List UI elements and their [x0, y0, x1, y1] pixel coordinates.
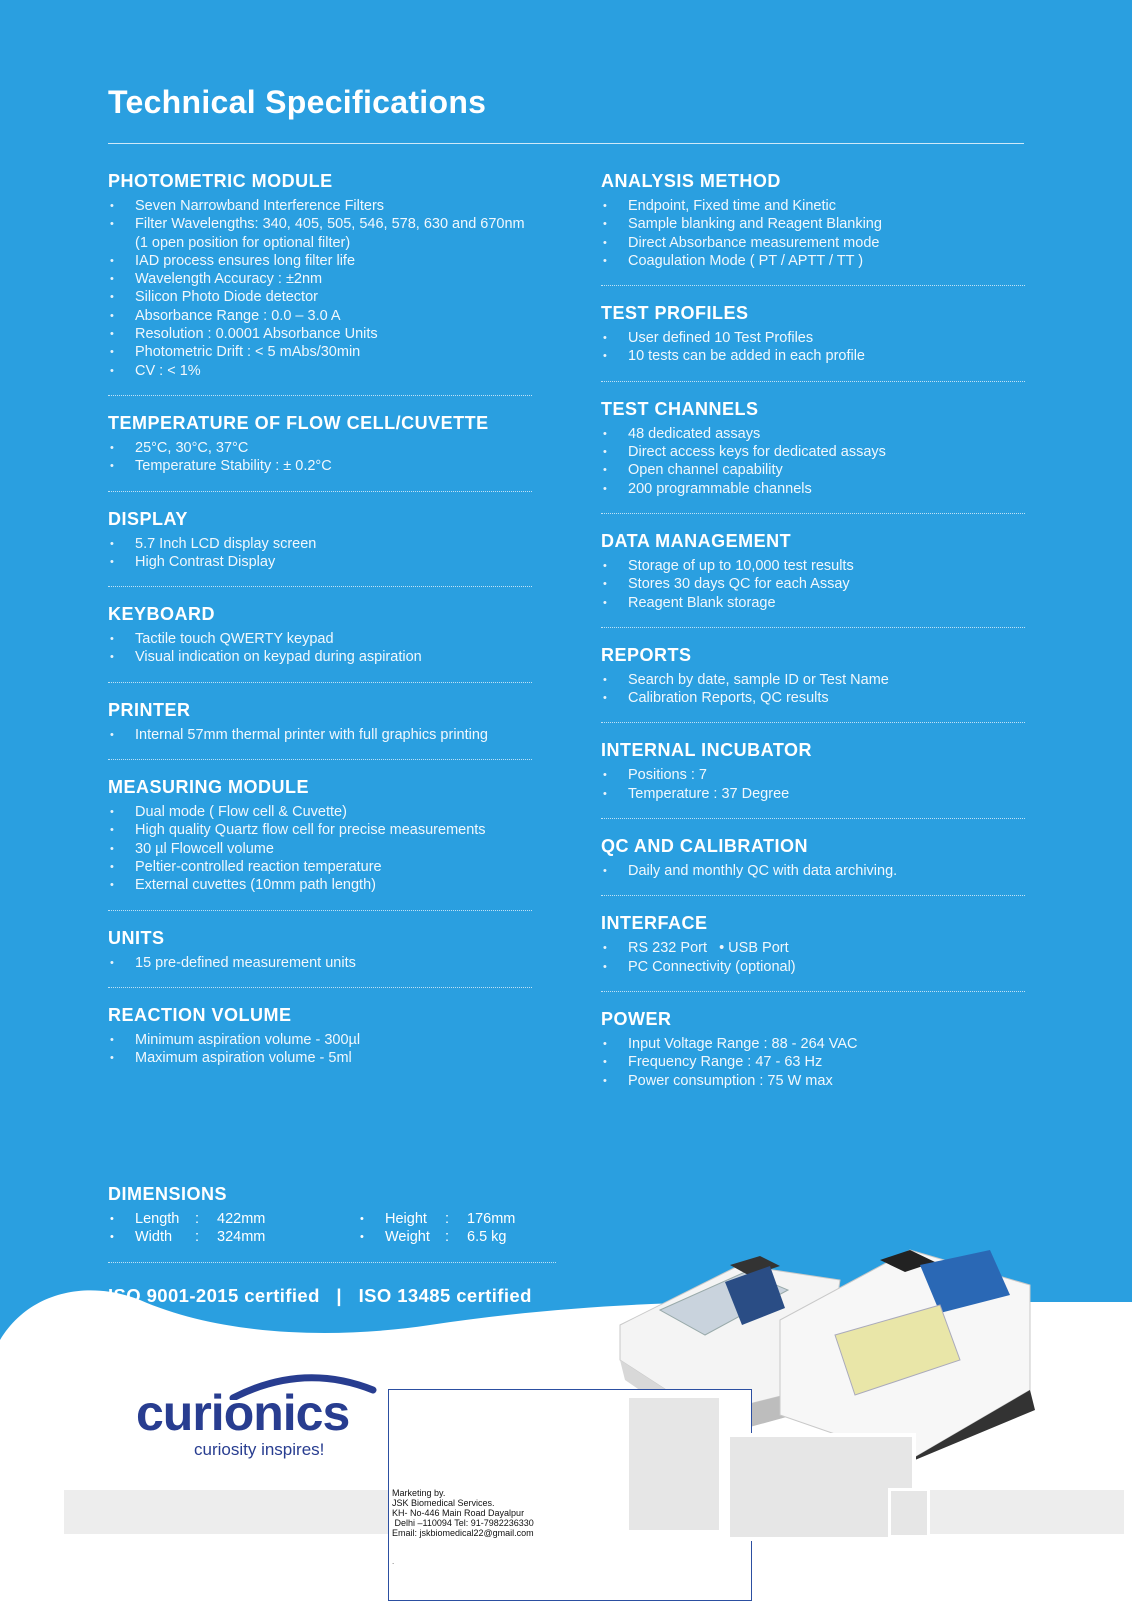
spec-item: • Endpoint, Fixed time and Kinetic — [601, 197, 1027, 215]
spec-item: • Stores 30 days QC for each Assay — [601, 575, 1027, 593]
spec-list — [108, 197, 534, 380]
spec-list — [108, 954, 534, 972]
spec-item: • 48 dedicated assays — [601, 425, 1027, 443]
dimensions-heading: DIMENSIONS — [108, 1184, 228, 1204]
spec-item: • Calibration Reports, QC results — [601, 689, 1027, 707]
section-divider — [108, 395, 532, 396]
spec-section-printer — [108, 699, 534, 744]
dimension-width: • Width : 324mm — [108, 1228, 358, 1246]
section-heading: REACTION VOLUME — [108, 1004, 292, 1025]
spec-section-test-channels — [601, 398, 1027, 498]
section-heading: MEASURING MODULE — [108, 777, 309, 798]
spec-list — [601, 425, 1027, 498]
section-divider — [601, 285, 1025, 286]
spec-item: • Tactile touch QWERTY keypad — [108, 630, 534, 648]
spec-item: • Peltier-controlled reaction temperature — [108, 858, 534, 876]
section-heading: POWER — [601, 1008, 672, 1029]
spec-section-temperature-of-flow-cell-cuvette — [108, 412, 534, 476]
spec-item: • Open channel capability — [601, 461, 1027, 479]
spec-item: • IAD process ensures long filter life — [108, 252, 534, 270]
spec-item: • PC Connectivity (optional) — [601, 958, 1027, 976]
section-divider — [601, 627, 1025, 628]
dimension-height: • Height : 176mm — [358, 1210, 558, 1228]
spec-section-analysis-method — [601, 170, 1027, 270]
dimension-length: • Length : 422mm — [108, 1210, 358, 1228]
spec-item: • Coagulation Mode ( PT / APTT / TT ) — [601, 252, 1027, 270]
curionics-logo — [136, 1385, 350, 1460]
spec-item: • Sample blanking and Reagent Blanking — [601, 215, 1027, 233]
section-divider — [108, 491, 532, 492]
spec-item: • Direct Absorbance measurement mode — [601, 234, 1027, 252]
dimensions-section — [108, 1183, 558, 1247]
spec-item: • Internal 57mm thermal printer with full graphics printing — [108, 726, 534, 744]
spec-item: • Visual indication on keypad during aspiration — [108, 648, 534, 666]
spec-section-keyboard — [108, 603, 534, 667]
left-spec-column — [108, 170, 534, 1067]
spec-item: • Temperature Stability : ± 0.2°C — [108, 457, 534, 475]
spec-item: • Input Voltage Range : 88 - 264 VAC — [601, 1035, 1027, 1053]
spec-item: • Storage of up to 10,000 test results — [601, 557, 1027, 575]
spec-section-reports — [601, 644, 1027, 708]
spec-item: • High quality Quartz flow cell for precise measurements — [108, 821, 534, 839]
section-divider — [108, 910, 532, 911]
dimension-value: 422mm — [217, 1211, 266, 1227]
spec-list — [601, 671, 1027, 708]
spec-item: • Seven Narrowband Interference Filters — [108, 197, 534, 215]
section-divider — [601, 818, 1025, 819]
spec-list — [108, 1031, 534, 1068]
dimensions-grid — [108, 1210, 558, 1247]
section-divider — [108, 682, 532, 683]
spec-list — [108, 535, 534, 572]
section-divider — [601, 381, 1025, 382]
spec-item: • CV : < 1% — [108, 362, 534, 380]
spec-item: • Absorbance Range : 0.0 – 3.0 A — [108, 307, 534, 325]
contact-dot: . — [392, 1557, 395, 1566]
spec-section-measuring-module — [108, 776, 534, 894]
section-heading: KEYBOARD — [108, 604, 216, 625]
section-divider — [601, 895, 1025, 896]
spec-item: • Dual mode ( Flow cell & Cuvette) — [108, 803, 534, 821]
spec-item: • Wavelength Accuracy : ±2nm — [108, 270, 534, 288]
section-divider — [108, 586, 532, 587]
spec-list — [601, 557, 1027, 612]
dimension-value: 6.5 kg — [467, 1229, 507, 1246]
spec-list — [601, 862, 1027, 880]
spec-list — [601, 1035, 1027, 1090]
spec-item: • Search by date, sample ID or Test Name — [601, 671, 1027, 689]
spec-list — [108, 803, 534, 894]
dimensions-divider — [108, 1262, 556, 1263]
spec-item: • Temperature : 37 Degree — [601, 785, 1027, 803]
spec-item: • Frequency Range : 47 - 63 Hz — [601, 1053, 1027, 1071]
section-divider — [601, 513, 1025, 514]
spec-section-qc-and-calibration — [601, 835, 1027, 880]
logo-arc-icon — [228, 1370, 378, 1400]
spec-list — [601, 939, 1027, 976]
dimension-label: • Length — [135, 1211, 180, 1227]
title-divider — [108, 143, 1024, 144]
spec-item: • Maximum aspiration volume - 5ml — [108, 1049, 534, 1067]
page-title: Technical Specifications — [108, 84, 487, 120]
spec-section-test-profiles — [601, 302, 1027, 366]
spec-item: • Positions : 7 — [601, 766, 1027, 784]
dimension-label: • Height — [385, 1211, 427, 1227]
spec-list — [601, 329, 1027, 366]
spec-item: • Photometric Drift : < 5 mAbs/30min — [108, 343, 534, 361]
spec-section-data-management — [601, 530, 1027, 612]
dimension-label: • Weight — [385, 1229, 430, 1246]
dimension-label: • Width — [135, 1229, 173, 1246]
spec-item: • RS 232 Port • USB Port — [601, 939, 1027, 957]
section-heading: TEST CHANNELS — [601, 398, 759, 419]
spec-item: • 200 programmable channels — [601, 480, 1027, 498]
section-heading: TEMPERATURE OF FLOW CELL/CUVETTE — [108, 412, 489, 433]
spec-item: • Reagent Blank storage — [601, 594, 1027, 612]
spec-item: • Resolution : 0.0001 Absorbance Units — [108, 325, 534, 343]
section-heading: PHOTOMETRIC MODULE — [108, 171, 333, 191]
spec-section-reaction-volume — [108, 1004, 534, 1068]
dimension-value: 176mm — [467, 1211, 516, 1227]
spec-item: • Direct access keys for dedicated assays — [601, 443, 1027, 461]
spec-list — [108, 630, 534, 667]
contact-info: Marketing by. JSK Biomedical Services. KH- No-446 Main Road Dayalpur Delhi –110094 Tel: 91-7982236330 Email: jskbiomedical22@gmail.com — [392, 1488, 534, 1538]
section-divider — [108, 759, 532, 760]
spec-section-interface — [601, 912, 1027, 976]
section-divider — [601, 722, 1025, 723]
spec-section-power — [601, 1008, 1027, 1090]
spec-item: • 10 tests can be added in each profile — [601, 347, 1027, 365]
spec-item: • 30 µl Flowcell volume — [108, 840, 534, 858]
spec-section-display — [108, 508, 534, 572]
section-heading: INTERFACE — [601, 913, 708, 934]
spec-item: • 15 pre-defined measurement units — [108, 954, 534, 972]
gray-placeholder-box — [888, 1488, 930, 1538]
dimension-value: 324mm — [217, 1229, 266, 1246]
section-heading: TEST PROFILES — [601, 303, 749, 324]
spec-list — [601, 766, 1027, 803]
logo-tagline: curiosity inspires! — [194, 1440, 325, 1459]
logo-wordmark: curionics — [136, 1385, 350, 1441]
spec-item: • External cuvettes (10mm path length) — [108, 876, 534, 894]
section-heading: UNITS — [108, 927, 165, 948]
right-spec-column — [601, 170, 1027, 1090]
spec-item: • Silicon Photo Diode detector — [108, 288, 534, 306]
section-heading: REPORTS — [601, 644, 692, 665]
section-heading: PRINTER — [108, 699, 191, 720]
dimension-weight: • Weight : 6.5 kg — [358, 1228, 558, 1246]
spec-item: • High Contrast Display — [108, 553, 534, 571]
spec-item: • 5.7 Inch LCD display screen — [108, 535, 534, 553]
spec-section-internal-incubator — [601, 739, 1027, 803]
spec-item: • Minimum aspiration volume - 300µl — [108, 1031, 534, 1049]
section-heading: DISPLAY — [108, 508, 188, 529]
spec-section-photometric-module — [108, 170, 534, 380]
section-heading: QC AND CALIBRATION — [601, 836, 808, 857]
spec-item: • 25°C, 30°C, 37°C — [108, 439, 534, 457]
spec-section-units — [108, 927, 534, 972]
section-divider — [108, 987, 532, 988]
section-heading: INTERNAL INCUBATOR — [601, 740, 812, 761]
spec-list — [601, 197, 1027, 270]
spec-item: • Power consumption : 75 W max — [601, 1072, 1027, 1090]
section-heading: ANALYSIS METHOD — [601, 171, 781, 191]
section-divider — [601, 991, 1025, 992]
section-heading: DATA MANAGEMENT — [601, 530, 792, 551]
spec-item: • User defined 10 Test Profiles — [601, 329, 1027, 347]
gray-placeholder-box — [629, 1398, 719, 1530]
iso-certification: ISO 9001-2015 certified | ISO 13485 certified — [108, 1285, 532, 1306]
spec-item: • Daily and monthly QC with data archiving. — [601, 862, 1027, 880]
spec-list — [108, 726, 534, 744]
spec-item: • Filter Wavelengths: 340, 405, 505, 546, 578, 630 and 670nm (1 open position for optional filter) — [108, 215, 534, 252]
spec-list — [108, 439, 534, 476]
